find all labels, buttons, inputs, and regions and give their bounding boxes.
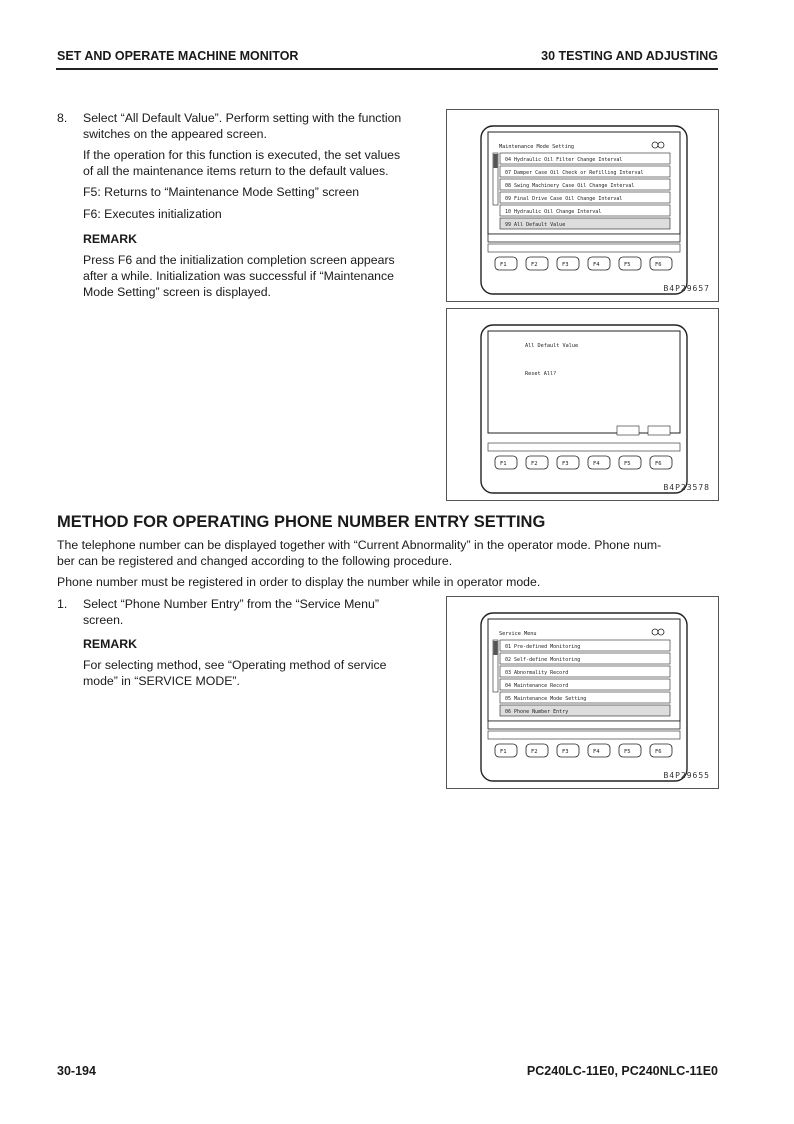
step-8-remark-heading: REMARK bbox=[83, 232, 137, 246]
confirm-button[interactable] bbox=[648, 426, 670, 435]
reset-message: Reset All? bbox=[525, 371, 557, 377]
screen-title: All Default Value bbox=[525, 343, 579, 349]
svg-text:F1: F1 bbox=[500, 749, 507, 755]
svg-text:10 Hydraulic Oil Change Interv: 10 Hydraulic Oil Change Interval bbox=[505, 209, 602, 215]
svg-text:F3: F3 bbox=[562, 262, 569, 268]
svg-text:01 Pre-defined Monitoring: 01 Pre-defined Monitoring bbox=[505, 644, 581, 650]
figure-maintenance-mode-setting bbox=[446, 109, 719, 302]
figure-all-default-value bbox=[446, 308, 719, 501]
svg-text:F4: F4 bbox=[593, 749, 600, 755]
page-number: 30-194 bbox=[57, 1064, 96, 1078]
monitor-illustration bbox=[447, 597, 718, 788]
monitor-illustration bbox=[447, 110, 718, 301]
svg-text:F6: F6 bbox=[655, 749, 662, 755]
svg-text:03 Abnormality Record: 03 Abnormality Record bbox=[505, 670, 569, 676]
step-1-remark-heading: REMARK bbox=[83, 637, 137, 651]
svg-text:08 Swing Machinery Case Oil Ch: 08 Swing Machinery Case Oil Change Interval bbox=[505, 183, 635, 189]
step-1-instruction: Select “Phone Number Entry” from the “Service Menu” screen. bbox=[83, 597, 379, 627]
svg-text:F5: F5 bbox=[624, 749, 631, 755]
svg-text:F4: F4 bbox=[593, 461, 600, 467]
figure-id: B4P29657 bbox=[663, 284, 710, 293]
svg-text:F1: F1 bbox=[500, 262, 507, 268]
svg-text:F2: F2 bbox=[531, 461, 538, 467]
svg-text:99 All Default Value: 99 All Default Value bbox=[505, 222, 566, 228]
svg-text:F3: F3 bbox=[562, 749, 569, 755]
step-1-remark-text: For selecting method, see “Operating method of service mode” in “SERVICE MODE”. bbox=[83, 658, 387, 688]
step-8-remark-text: Press F6 and the initialization completion screen appears after a while. Initialization was successful if “Maintenance Mode Setting” screen is displayed. bbox=[83, 253, 395, 299]
svg-text:04 Hydraulic Oil Filter Change: 04 Hydraulic Oil Filter Change Interval bbox=[505, 157, 623, 163]
svg-text:05 Maintenance Mode Setting: 05 Maintenance Mode Setting bbox=[505, 696, 587, 702]
screen-title: Service Menu bbox=[499, 631, 537, 637]
model-number: PC240LC-11E0, PC240NLC-11E0 bbox=[526, 1064, 718, 1078]
svg-text:F2: F2 bbox=[531, 262, 538, 268]
svg-text:F5: F5 bbox=[624, 461, 631, 467]
step-8-f6: F6: Executes initialization bbox=[83, 207, 222, 221]
section-title: METHOD FOR OPERATING PHONE NUMBER ENTRY SETTING bbox=[57, 513, 546, 531]
svg-text:02 Self-define Monitoring: 02 Self-define Monitoring bbox=[505, 657, 581, 663]
svg-text:06 Phone Number Entry: 06 Phone Number Entry bbox=[505, 709, 569, 715]
running-header-right: 30 TESTING AND ADJUSTING bbox=[541, 49, 718, 63]
svg-text:07 Damper Case Oil Check or Re: 07 Damper Case Oil Check or Refilling Interval bbox=[505, 170, 644, 176]
svg-text:F6: F6 bbox=[655, 461, 662, 467]
svg-text:F5: F5 bbox=[624, 262, 631, 268]
svg-text:F3: F3 bbox=[562, 461, 569, 467]
running-header-left: SET AND OPERATE MACHINE MONITOR bbox=[57, 49, 299, 63]
step-8-f5: F5: Returns to “Maintenance Mode Setting” screen bbox=[83, 185, 360, 199]
section-intro-2: Phone number must be registered in order to display the number while in operator mode. bbox=[57, 575, 541, 589]
figure-id: B4P23578 bbox=[663, 483, 710, 492]
step-1-number: 1. bbox=[57, 597, 68, 611]
monitor-illustration bbox=[447, 309, 718, 500]
svg-text:F4: F4 bbox=[593, 262, 600, 268]
section-intro: The telephone number can be displayed together with “Current Abnormality” in the operator mode. Phone num- ber can be registered and changed according to the following procedure. bbox=[57, 538, 662, 568]
return-button[interactable] bbox=[617, 426, 639, 435]
step-8-note: If the operation for this function is executed, the set values of all the maintenance items return to the default values. bbox=[83, 148, 401, 178]
screen-title: Maintenance Mode Setting bbox=[499, 144, 574, 150]
svg-text:04 Maintenance Record: 04 Maintenance Record bbox=[505, 683, 569, 689]
svg-text:F2: F2 bbox=[531, 749, 538, 755]
step-8-instruction: Select “All Default Value”. Perform setting with the function switches on the appeared screen. bbox=[83, 111, 402, 141]
svg-text:F1: F1 bbox=[500, 461, 507, 467]
figure-service-menu bbox=[446, 596, 719, 789]
header-rule bbox=[56, 68, 718, 70]
svg-text:09 Final Drive Case Oil Change: 09 Final Drive Case Oil Change Interval bbox=[505, 196, 623, 202]
figure-id: B4P29655 bbox=[663, 771, 710, 780]
step-8-number: 8. bbox=[57, 111, 68, 125]
svg-text:F6: F6 bbox=[655, 262, 662, 268]
